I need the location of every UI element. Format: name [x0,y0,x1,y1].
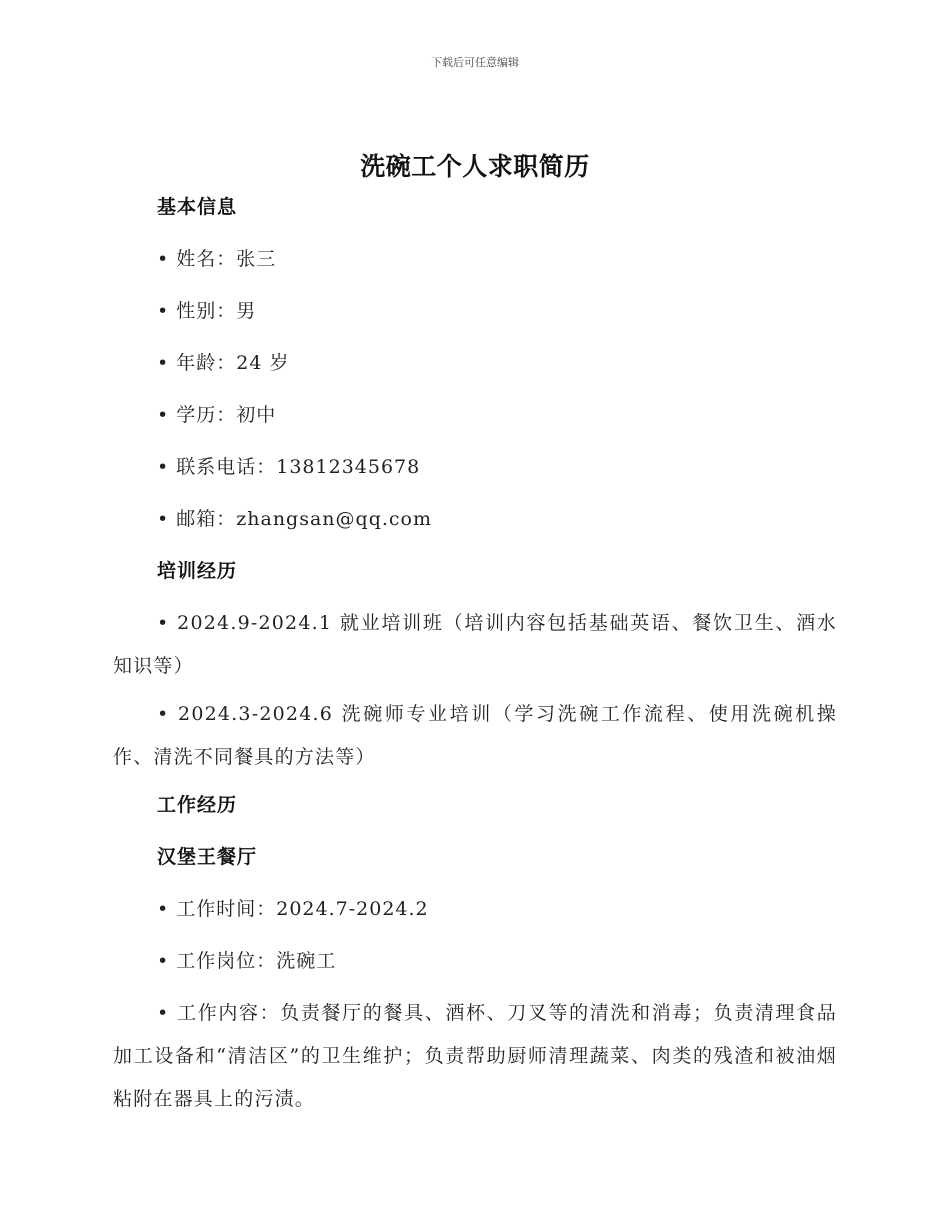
work-position: • 工作岗位：洗碗工 [157,950,337,972]
section-heading-basic-info: 基本信息 [157,196,238,218]
document-title: 洗碗工个人求职简历 [360,152,590,181]
section-heading-work: 工作经历 [157,794,238,816]
work-time: • 工作时间：2024.7-2024.2 [157,898,429,920]
work-company: 汉堡王餐厅 [157,846,258,868]
info-gender: • 性别：男 [157,300,257,322]
info-phone: • 联系电话：13812345678 [157,456,421,478]
training-item-2: • 2024.3-2024.6 洗碗师专业培训（学习洗碗工作流程、使用洗碗机操作、清洗不同餐具的方法等） [113,703,837,768]
section-heading-training: 培训经历 [157,560,238,582]
info-email: • 邮箱：zhangsan@qq.com [157,508,432,530]
training-item-1: • 2024.9-2024.1 就业培训班（培训内容包括基础英语、餐饮卫生、酒水知识等） [113,612,837,677]
header-note: 下载后可任意编辑 [431,56,519,69]
info-name: • 姓名：张三 [157,248,277,270]
work-content: • 工作内容：负责餐厅的餐具、酒杯、刀叉等的清洗和消毒；负责清理食品加工设备和“清洁区”的卫生维护；负责帮助厨师清理蔬菜、肉类的残渣和被油烟粘附在器具上的污渍。 [113,1002,837,1110]
document-body [113,190,837,1130]
info-age: • 年龄：24 岁 [157,352,290,374]
info-education: • 学历：初中 [157,404,277,426]
